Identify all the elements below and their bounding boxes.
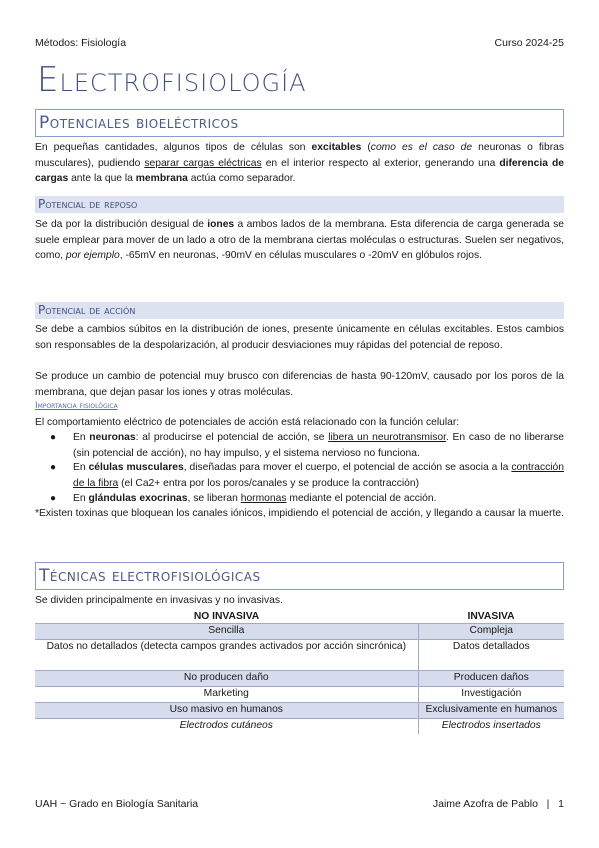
text-run: , -65mV en neuronas, -90mV en células musculares o -20mV en glóbulos rojos. — [119, 250, 483, 261]
table-row — [35, 719, 564, 735]
table-cell: Producen daños — [418, 671, 564, 687]
table-cell: Electrodos cutáneos — [35, 719, 418, 735]
table-cell: Exclusivamente en humanos — [418, 703, 564, 719]
text-run: . En caso de no liberarse (sin potencial de acción), no hay impulso, y el sistema nervioso no funciona. — [73, 432, 564, 459]
text-run: Se da por la distribución desigual de — [35, 219, 208, 230]
intro-paragraph — [35, 140, 564, 187]
table-cell: Uso masivo en humanos — [35, 703, 418, 719]
table-cell: Datos detallados — [418, 640, 564, 671]
section-heading-techniques: Técnicas electrofisiológicas — [35, 562, 564, 590]
text-run: : al producirse el potencial de acción, se — [135, 432, 329, 443]
table-cell: Datos no detallados (detecta campos grandes activados por acción sincrónica) — [35, 640, 418, 671]
text-run: contracción de la fibra — [73, 462, 565, 489]
techniques-intro: Se dividen principalmente en invasivas y no invasivas. — [35, 595, 283, 606]
header-course-year: Curso 2024-25 — [494, 37, 564, 49]
table-cell: No producen daño — [35, 671, 418, 687]
table-cell: Investigación — [418, 687, 564, 703]
text-run: a ambos lados de la membrana. Esta diferencia de carga generada se suele emplear para mover de un lado a otro de la membrana ciertas moléculas o estructuras. Suelen ser negativos, como, — [35, 219, 564, 261]
text-run: ( — [361, 142, 371, 153]
section-heading-bioelectric: Potenciales bioeléctricos — [35, 109, 564, 137]
text-run: ante la que la — [68, 173, 136, 184]
page-footer — [35, 798, 564, 810]
text-run: en el interior respecto al exterior, generando una — [261, 157, 500, 169]
column-header-non-invasive: NO INVASIVA — [193, 610, 260, 622]
table-row — [35, 687, 564, 703]
text-run: células musculares — [88, 462, 184, 473]
list-item-muscle-cells — [50, 460, 565, 491]
toxins-note: *Existen toxinas que bloquean los canales iónicos, impidiendo el potencial de acción, y llegando a causar la muerte. — [35, 508, 564, 519]
subheading-action-potential: Potencial de acción — [35, 302, 564, 319]
text-run: separar cargas eléctricas — [144, 157, 262, 169]
text-run: neuronas — [89, 432, 136, 443]
page-header — [35, 37, 564, 49]
header-course-name: Métodos: Fisiología — [35, 37, 127, 49]
bullet-icon: ● — [50, 493, 57, 504]
text-run: , se liberan — [187, 493, 241, 504]
table-cell: Marketing — [35, 687, 418, 703]
text-run: En — [73, 493, 89, 504]
resting-potential-paragraph — [35, 217, 564, 264]
text-run: mediante el potencial de acción. — [286, 493, 437, 504]
text-run: diferencia de cargas — [35, 157, 564, 184]
text-run: como es el caso de — [370, 142, 473, 153]
text-run: (el Ca2+ entra por los poros/canales y se produce la contracción) — [118, 477, 420, 489]
table-row — [35, 624, 564, 640]
table-row — [35, 703, 564, 719]
text-run: por ejemplo — [65, 250, 120, 261]
text-run: iones — [207, 219, 235, 230]
bullet-icon: ● — [50, 462, 57, 473]
bullet-icon: ● — [50, 432, 57, 443]
table-cell: Compleja — [418, 624, 564, 640]
footer-program: UAH ~ Grado en Biología Sanitaria — [35, 798, 199, 810]
table-cell: Sencilla — [35, 624, 418, 640]
list-item-exocrine-glands — [50, 491, 564, 507]
action-potential-paragraph-2: Se produce un cambio de potencial muy brusco con diferencias de hasta 90-120mV, causado por los poros de la membrana, que dejan pasar los iones y otras moléculas. — [35, 371, 564, 398]
text-run: hormonas — [240, 493, 287, 504]
table-row — [35, 640, 564, 671]
text-run: En — [73, 462, 89, 473]
text-run: neuronas o fibras musculares), pudiendo — [35, 142, 565, 169]
text-run: membrana — [135, 173, 188, 184]
text-run: , diseñadas para mover el cuerpo, el potencial de acción se asocia a la — [183, 462, 512, 473]
column-header-invasive: INVASIVA — [467, 610, 515, 622]
text-run: En — [73, 432, 90, 443]
table-cell: Electrodos insertados — [418, 719, 564, 735]
document-title: Electrofisiología — [37, 60, 307, 100]
action-potential-paragraph-1: Se debe a cambios súbitos en la distribución de iones, presente únicamente en células excitables. Estos cambios son responsables de la despolarización, al producir desviaciones muy rápidas del potencial de reposo. — [35, 324, 564, 351]
table-header-row — [35, 609, 564, 624]
text-run: libera un neurotransmisor — [328, 432, 447, 443]
text-run: actúa como separador. — [187, 173, 296, 184]
footer-author-page: Jaime Azofra de Pablo | 1 — [432, 798, 564, 810]
text-run: glándulas exocrinas — [88, 493, 188, 504]
text-run: excitables — [311, 142, 362, 153]
importance-intro: El comportamiento eléctrico de potenciales de acción está relacionado con la función celular: — [35, 417, 460, 428]
subheading-physiological-importance: Importancia fisiológica — [35, 401, 118, 411]
table-row — [35, 671, 564, 687]
comparison-table — [35, 609, 564, 734]
list-item-neurons — [50, 430, 564, 461]
subheading-resting-potential: Potencial de reposo — [35, 196, 564, 213]
text-run: En pequeñas cantidades, algunos tipos de células son — [35, 142, 312, 153]
